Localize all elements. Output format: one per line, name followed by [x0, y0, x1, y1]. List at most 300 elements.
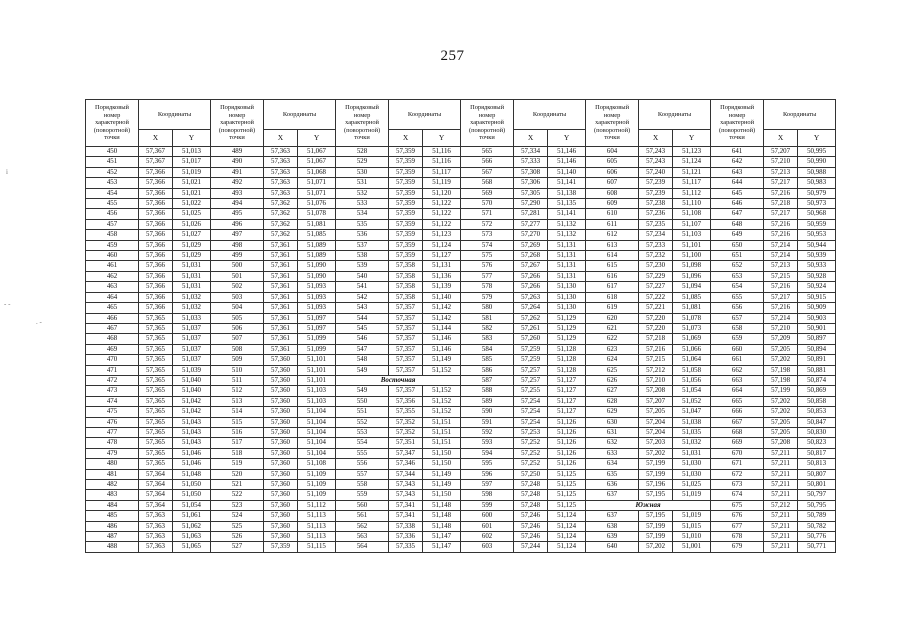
- cell-y: 51,113: [298, 521, 336, 531]
- cell-point-number: 667: [711, 417, 764, 427]
- cell-point-number: 590: [461, 407, 514, 417]
- cell-x: 57,216: [764, 303, 798, 313]
- cell-point-number: 617: [586, 282, 639, 292]
- cell-point-number: 537: [336, 240, 389, 250]
- cell-y: 50,776: [798, 532, 836, 542]
- table-row: [86, 271, 836, 281]
- table-row: [86, 427, 836, 437]
- cell-y: 51,130: [548, 292, 586, 302]
- cell-y: 51,104: [298, 417, 336, 427]
- header-y: Y: [798, 130, 836, 147]
- cell-point-number: 562: [336, 521, 389, 531]
- cell-point-number: 586: [461, 365, 514, 375]
- cell-y: 51,128: [548, 344, 586, 354]
- cell-point-number: 478: [86, 438, 139, 448]
- cell-y: 51,068: [298, 167, 336, 177]
- cell-x: 57,367: [139, 157, 173, 167]
- table-row: [86, 188, 836, 198]
- cell-y: 51,019: [173, 167, 211, 177]
- cell-x: 57,364: [139, 469, 173, 479]
- cell-y: 50,789: [798, 511, 836, 521]
- cell-point-number: 625: [586, 365, 639, 375]
- cell-x: 57,362: [264, 209, 298, 219]
- cell-y: 50,979: [798, 188, 836, 198]
- cell-x: 57,359: [389, 157, 423, 167]
- cell-y: 51,117: [423, 167, 461, 177]
- cell-x: 57,361: [264, 313, 298, 323]
- cell-x: 57,212: [764, 500, 798, 510]
- cell-point-number: 570: [461, 199, 514, 209]
- cell-point-number: 637: [586, 511, 639, 521]
- cell-x: 57,216: [764, 219, 798, 229]
- cell-y: 51,139: [423, 282, 461, 292]
- cell-point-number: 459: [86, 240, 139, 250]
- table-row: [86, 386, 836, 396]
- cell-y: 51,066: [673, 344, 711, 354]
- cell-point-number: 525: [211, 521, 264, 531]
- cell-x: 57,359: [389, 230, 423, 240]
- cell-x: 57,343: [389, 480, 423, 490]
- header-coordinates: Координаты: [264, 100, 336, 130]
- cell-x: 57,270: [514, 230, 548, 240]
- cell-point-number: 500: [211, 261, 264, 271]
- cell-point-number: 452: [86, 167, 139, 177]
- cell-y: 50,909: [798, 303, 836, 313]
- cell-point-number: 463: [86, 282, 139, 292]
- cell-y: 51,127: [548, 407, 586, 417]
- table-row: [86, 365, 836, 375]
- cell-point-number: 497: [211, 230, 264, 240]
- cell-x: 57,365: [139, 448, 173, 458]
- cell-point-number: 612: [586, 230, 639, 240]
- cell-x: 57,365: [139, 407, 173, 417]
- cell-point-number: 514: [211, 407, 264, 417]
- cell-y: 51,147: [423, 532, 461, 542]
- table-row: [86, 219, 836, 229]
- cell-x: 57,277: [514, 219, 548, 229]
- cell-point-number: 676: [711, 511, 764, 521]
- cell-x: 57,208: [639, 386, 673, 396]
- cell-point-number: 559: [336, 490, 389, 500]
- cell-y: 51,043: [173, 427, 211, 437]
- cell-point-number: 502: [211, 282, 264, 292]
- cell-y: 51,081: [673, 303, 711, 313]
- cell-y: 51,128: [548, 365, 586, 375]
- cell-x: 57,360: [264, 448, 298, 458]
- cell-y: 51,146: [548, 157, 586, 167]
- cell-point-number: 518: [211, 448, 264, 458]
- page-number: 257: [440, 48, 465, 64]
- cell-y: 51,052: [673, 396, 711, 406]
- cell-x: 57,361: [264, 271, 298, 281]
- cell-x: 57,360: [264, 521, 298, 531]
- cell-y: 51,019: [673, 490, 711, 500]
- cell-x: 57,255: [514, 386, 548, 396]
- header-y: Y: [673, 130, 711, 147]
- cell-y: 50,924: [798, 282, 836, 292]
- cell-y: 51,144: [423, 323, 461, 333]
- cell-y: 51,131: [548, 261, 586, 271]
- cell-y: 51,046: [173, 459, 211, 469]
- cell-y: 51,030: [673, 469, 711, 479]
- cell-x: 57,205: [764, 427, 798, 437]
- cell-y: 51,040: [173, 386, 211, 396]
- cell-point-number: 579: [461, 292, 514, 302]
- cell-x: 57,232: [639, 251, 673, 261]
- cell-x: 57,364: [139, 490, 173, 500]
- cell-y: 51,125: [548, 469, 586, 479]
- cell-x: 57,335: [389, 542, 423, 552]
- cell-y: 51,071: [298, 178, 336, 188]
- header-x: X: [264, 130, 298, 147]
- cell-x: 57,361: [264, 240, 298, 250]
- cell-y: 51,113: [298, 532, 336, 542]
- cell-x: 57,211: [764, 469, 798, 479]
- cell-y: 51,132: [548, 219, 586, 229]
- cell-y: 51,032: [673, 438, 711, 448]
- cell-x: 57,204: [639, 427, 673, 437]
- cell-point-number: 532: [336, 188, 389, 198]
- cell-x: 57,290: [514, 199, 548, 209]
- cell-y: 51,033: [173, 313, 211, 323]
- cell-x: 57,254: [514, 407, 548, 417]
- cell-y: 51,104: [298, 427, 336, 437]
- cell-point-number: 548: [336, 355, 389, 365]
- cell-y: 50,830: [798, 427, 836, 437]
- cell-point-number: 454: [86, 188, 139, 198]
- cell-x: 57,214: [764, 313, 798, 323]
- cell-y: 50,928: [798, 271, 836, 281]
- cell-x: 57,366: [139, 188, 173, 198]
- cell-y: 51,029: [173, 251, 211, 261]
- cell-y: 51,151: [423, 438, 461, 448]
- cell-point-number: 539: [336, 261, 389, 271]
- cell-point-number: 538: [336, 251, 389, 261]
- table-row: [86, 230, 836, 240]
- cell-y: 51,119: [423, 178, 461, 188]
- cell-x: 57,254: [514, 417, 548, 427]
- cell-point-number: 615: [586, 261, 639, 271]
- cell-point-number: 604: [586, 147, 639, 157]
- cell-y: 51,097: [298, 313, 336, 323]
- cell-y: 51,129: [548, 323, 586, 333]
- cell-y: 51,046: [173, 448, 211, 458]
- cell-y: 51,131: [548, 271, 586, 281]
- cell-x: 57,213: [764, 261, 798, 271]
- table-row: [86, 532, 836, 542]
- cell-x: 57,360: [264, 355, 298, 365]
- cell-point-number: 499: [211, 251, 264, 261]
- cell-y: 50,968: [798, 209, 836, 219]
- cell-y: 51,094: [673, 282, 711, 292]
- cell-x: 57,248: [514, 490, 548, 500]
- cell-y: 51,104: [298, 448, 336, 458]
- cell-point-number: 540: [336, 271, 389, 281]
- cell-y: 51,128: [548, 355, 586, 365]
- cell-point-number: 594: [461, 448, 514, 458]
- cell-point-number: 598: [461, 490, 514, 500]
- cell-x: 57,366: [139, 303, 173, 313]
- cell-point-number: 450: [86, 147, 139, 157]
- cell-point-number: 597: [461, 480, 514, 490]
- cell-point-number: 505: [211, 313, 264, 323]
- cell-x: 57,358: [389, 271, 423, 281]
- cell-y: 51,039: [173, 365, 211, 375]
- cell-point-number: 483: [86, 490, 139, 500]
- cell-y: 50,771: [798, 542, 836, 552]
- cell-point-number: 536: [336, 230, 389, 240]
- header-y: Y: [173, 130, 211, 147]
- cell-point-number: 501: [211, 271, 264, 281]
- table-row: [86, 448, 836, 458]
- cell-y: 51,152: [423, 386, 461, 396]
- cell-point-number: 549: [336, 386, 389, 396]
- cell-y: 50,939: [798, 251, 836, 261]
- cell-x: 57,361: [264, 323, 298, 333]
- cell-point-number: 488: [86, 542, 139, 552]
- cell-point-number: 556: [336, 459, 389, 469]
- cell-point-number: 489: [211, 147, 264, 157]
- cell-y: 51,035: [673, 427, 711, 437]
- cell-x: 57,220: [639, 323, 673, 333]
- cell-y: 50,823: [798, 438, 836, 448]
- cell-point-number: 480: [86, 459, 139, 469]
- cell-point-number: 564: [336, 542, 389, 552]
- header-point-number: Порядковый номер характерной (поворотной) точки: [86, 100, 139, 147]
- cell-x: 57,210: [764, 323, 798, 333]
- cell-x: 57,222: [639, 292, 673, 302]
- cell-point-number: 637: [586, 490, 639, 500]
- cell-y: 51,104: [298, 438, 336, 448]
- cell-x: 57,363: [139, 521, 173, 531]
- cell-x: 57,236: [639, 209, 673, 219]
- cell-point-number: 629: [586, 407, 639, 417]
- scan-speck: - -: [4, 300, 11, 308]
- cell-point-number: 527: [211, 542, 264, 552]
- header-point-number: Порядковый номер характерной (поворотной) точки: [711, 100, 764, 147]
- cell-point-number: 491: [211, 167, 264, 177]
- cell-x: 57,360: [264, 438, 298, 448]
- cell-point-number: 530: [336, 167, 389, 177]
- cell-x: 57,259: [514, 344, 548, 354]
- cell-x: 57,202: [764, 355, 798, 365]
- cell-y: 51,146: [423, 334, 461, 344]
- cell-point-number: 663: [711, 375, 764, 385]
- cell-point-number: 522: [211, 490, 264, 500]
- cell-y: 50,874: [798, 375, 836, 385]
- cell-x: 57,360: [264, 511, 298, 521]
- cell-point-number: 592: [461, 427, 514, 437]
- table-row: [86, 417, 836, 427]
- cell-y: 50,988: [798, 167, 836, 177]
- cell-x: 57,357: [389, 313, 423, 323]
- cell-x: 57,360: [264, 480, 298, 490]
- cell-x: 57,363: [139, 542, 173, 552]
- header-x: X: [389, 130, 423, 147]
- cell-y: 51,124: [673, 157, 711, 167]
- cell-point-number: 666: [711, 407, 764, 417]
- cell-y: 51,148: [423, 521, 461, 531]
- cell-x: 57,234: [639, 230, 673, 240]
- table-row: [86, 542, 836, 552]
- cell-point-number: 458: [86, 230, 139, 240]
- header-x: X: [514, 130, 548, 147]
- cell-x: 57,305: [514, 188, 548, 198]
- cell-y: 51,142: [423, 303, 461, 313]
- cell-x: 57,229: [639, 271, 673, 281]
- cell-point-number: 551: [336, 407, 389, 417]
- cell-y: 50,953: [798, 230, 836, 240]
- cell-point-number: 453: [86, 178, 139, 188]
- cell-y: 51,029: [173, 240, 211, 250]
- cell-x: 57,366: [139, 219, 173, 229]
- cell-point-number: 534: [336, 209, 389, 219]
- header-coordinates: Координаты: [639, 100, 711, 130]
- cell-y: 51,150: [423, 490, 461, 500]
- cell-point-number: 639: [586, 532, 639, 542]
- cell-point-number: 473: [86, 386, 139, 396]
- cell-point-number: 611: [586, 219, 639, 229]
- cell-point-number: 544: [336, 313, 389, 323]
- cell-x: 57,199: [639, 469, 673, 479]
- cell-x: 57,365: [139, 313, 173, 323]
- table-row: [86, 355, 836, 365]
- cell-point-number: 652: [711, 261, 764, 271]
- cell-point-number: 593: [461, 438, 514, 448]
- cell-x: 57,218: [639, 334, 673, 344]
- cell-x: 57,254: [514, 396, 548, 406]
- cell-y: 51,025: [173, 209, 211, 219]
- cell-x: 57,359: [389, 188, 423, 198]
- cell-point-number: 665: [711, 396, 764, 406]
- cell-y: 51,101: [298, 355, 336, 365]
- cell-y: 51,025: [673, 480, 711, 490]
- cell-x: 57,366: [139, 167, 173, 177]
- cell-y: 51,085: [298, 230, 336, 240]
- table-row: [86, 375, 836, 385]
- cell-y: 51,058: [673, 365, 711, 375]
- cell-point-number: 474: [86, 396, 139, 406]
- table-row: [86, 500, 836, 510]
- cell-point-number: 543: [336, 303, 389, 313]
- cell-point-number: 633: [586, 448, 639, 458]
- cell-x: 57,365: [139, 365, 173, 375]
- cell-y: 51,037: [173, 334, 211, 344]
- cell-point-number: 455: [86, 199, 139, 209]
- cell-point-number: 655: [711, 292, 764, 302]
- cell-y: 51,061: [173, 511, 211, 521]
- cell-point-number: 549: [336, 365, 389, 375]
- cell-x: 57,260: [514, 334, 548, 344]
- cell-point-number: 621: [586, 323, 639, 333]
- cell-x: 57,217: [764, 178, 798, 188]
- cell-x: 57,216: [639, 344, 673, 354]
- cell-point-number: 542: [336, 292, 389, 302]
- cell-x: 57,359: [389, 240, 423, 250]
- cell-x: 57,359: [389, 219, 423, 229]
- cell-x: 57,252: [514, 459, 548, 469]
- cell-x: 57,215: [764, 271, 798, 281]
- cell-y: 51,031: [173, 261, 211, 271]
- cell-y: 51,037: [173, 323, 211, 333]
- cell-x: 57,334: [514, 147, 548, 157]
- cell-point-number: 613: [586, 240, 639, 250]
- cell-point-number: 469: [86, 344, 139, 354]
- cell-point-number: 561: [336, 511, 389, 521]
- cell-y: 51,149: [423, 469, 461, 479]
- cell-point-number: 574: [461, 240, 514, 250]
- cell-x: 57,211: [764, 511, 798, 521]
- table-row: [86, 511, 836, 521]
- cell-y: 51,019: [673, 511, 711, 521]
- cell-point-number: 535: [336, 219, 389, 229]
- cell-y: 51,065: [173, 542, 211, 552]
- cell-point-number: 603: [461, 542, 514, 552]
- cell-x: 57,214: [764, 240, 798, 250]
- cell-point-number: 605: [586, 157, 639, 167]
- cell-point-number: 618: [586, 292, 639, 302]
- cell-x: 57,359: [389, 167, 423, 177]
- cell-y: 51,090: [298, 271, 336, 281]
- cell-x: 57,246: [514, 521, 548, 531]
- cell-x: 57,209: [764, 334, 798, 344]
- cell-x: 57,207: [639, 396, 673, 406]
- cell-y: 51,071: [298, 188, 336, 198]
- cell-y: 51,090: [298, 261, 336, 271]
- cell-x: 57,363: [139, 511, 173, 521]
- cell-x: 57,366: [139, 240, 173, 250]
- cell-y: 50,897: [798, 334, 836, 344]
- cell-x: 57,360: [264, 459, 298, 469]
- cell-y: 51,097: [298, 323, 336, 333]
- section-label: Южная: [586, 500, 711, 510]
- cell-y: 51,093: [298, 303, 336, 313]
- cell-y: 51,125: [548, 490, 586, 500]
- cell-x: 57,198: [764, 365, 798, 375]
- cell-point-number: 487: [86, 532, 139, 542]
- cell-point-number: 507: [211, 334, 264, 344]
- cell-point-number: 490: [211, 157, 264, 167]
- cell-x: 57,195: [639, 511, 673, 521]
- cell-point-number: 595: [461, 459, 514, 469]
- cell-y: 51,042: [173, 407, 211, 417]
- cell-y: 51,138: [548, 188, 586, 198]
- cell-x: 57,362: [264, 219, 298, 229]
- table-row: [86, 199, 836, 209]
- cell-x: 57,202: [639, 448, 673, 458]
- cell-x: 57,252: [514, 448, 548, 458]
- cell-x: 57,216: [764, 188, 798, 198]
- cell-x: 57,266: [514, 282, 548, 292]
- cell-point-number: 498: [211, 240, 264, 250]
- cell-y: 51,109: [298, 490, 336, 500]
- cell-y: 50,933: [798, 261, 836, 271]
- cell-y: 51,010: [673, 532, 711, 542]
- cell-x: 57,202: [764, 407, 798, 417]
- cell-x: 57,218: [764, 199, 798, 209]
- cell-x: 57,199: [764, 386, 798, 396]
- cell-y: 50,813: [798, 459, 836, 469]
- cell-point-number: 470: [86, 355, 139, 365]
- cell-x: 57,361: [264, 292, 298, 302]
- cell-x: 57,203: [639, 438, 673, 448]
- cell-y: 51,062: [173, 521, 211, 531]
- cell-point-number: 644: [711, 178, 764, 188]
- cell-x: 57,267: [514, 261, 548, 271]
- cell-point-number: 462: [86, 271, 139, 281]
- cell-x: 57,202: [764, 396, 798, 406]
- cell-x: 57,250: [514, 469, 548, 479]
